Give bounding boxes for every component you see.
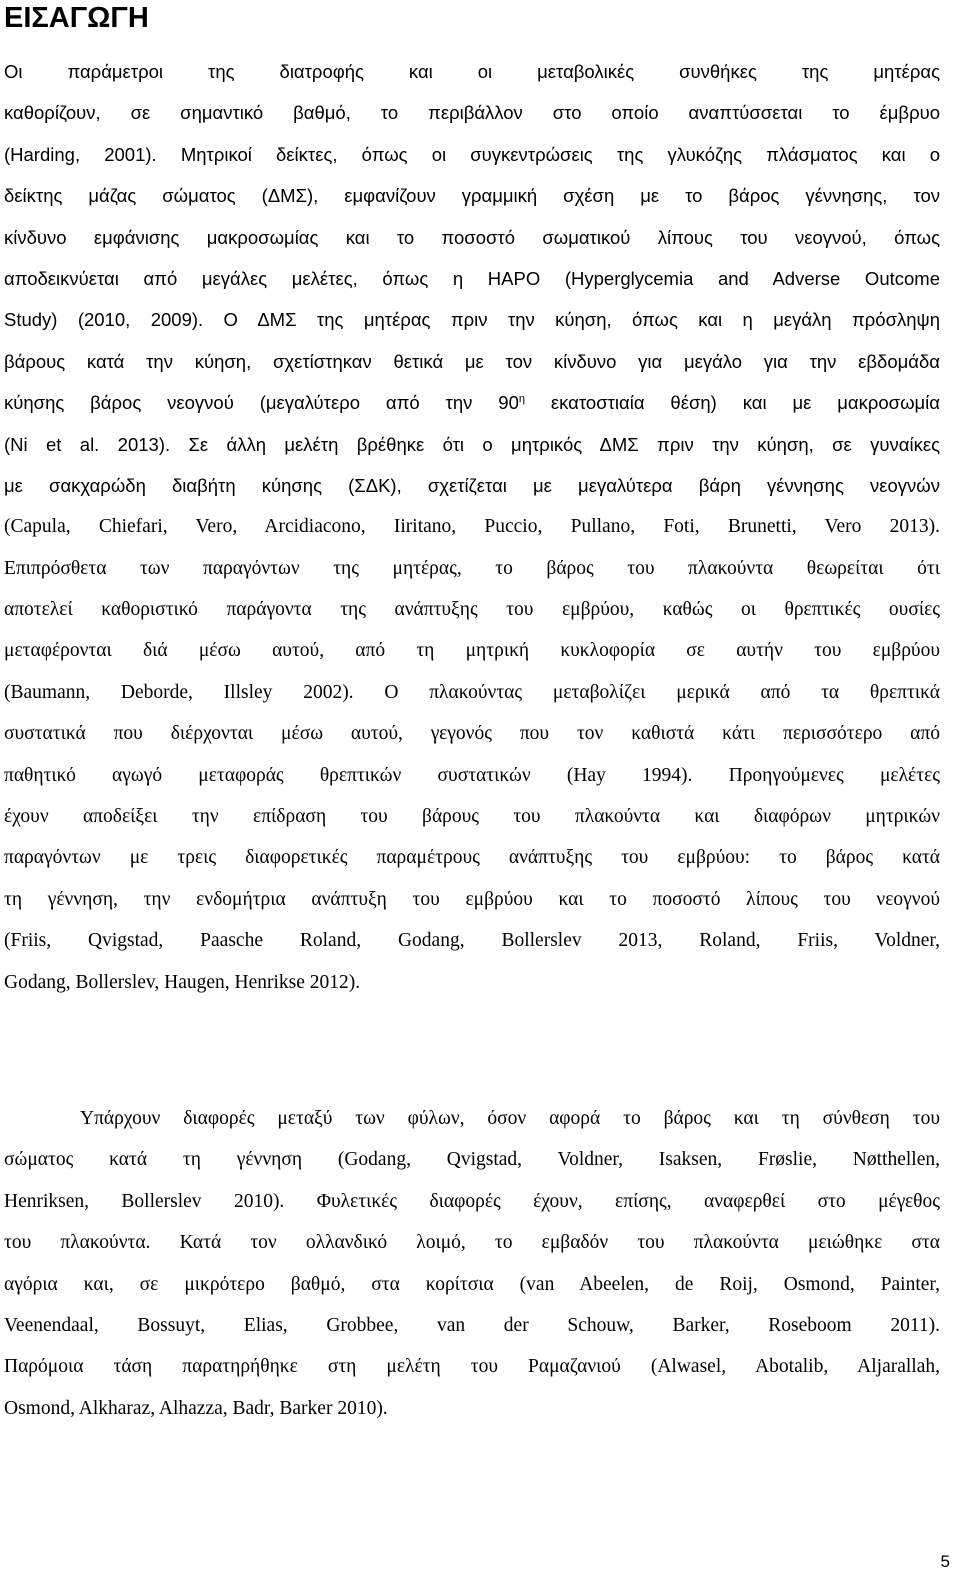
text-line: αγόρια και, σε μικρότερο βαθμό, στα κορίτσια (van Abeelen, de Roij, Osmond, Painter, [4,1273,940,1295]
text-line: δείκτης μάζας σώματος (ΔΜΣ), εμφανίζουν γραμμική σχέση με το βάρος γέννησης, τον [4,185,940,207]
text-line: Παρόμοια τάση παρατηρήθηκε στη μελέτη του Ραμαζανιού (Alwasel, Abotalib, Aljarallah, [4,1356,940,1378]
text-line: του πλακούντα. Κατά τον ολλανδικό λοιμό, το εμβαδόν του πλακούντα μειώθηκε στα [4,1232,940,1254]
text-line: με σακχαρώδη διαβήτη κύησης (ΣΔΚ), σχετίζεται με μεγαλύτερα βάρη γέννησης νεογνών [4,474,940,496]
section-heading: ΕΙΣΑΓΩΓΗ [4,2,149,34]
text-line: έχουν αποδείξει την επίδραση του βάρους του πλακούντα και διαφόρων μητρικών [4,806,940,828]
text-line: Veenendaal, Bossuyt, Elias, Grobbee, van der Schouw, Barker, Roseboom 2011). [4,1314,940,1336]
text-line: κίνδυνο εμφάνισης μακροσωμίας και το ποσοστό σωματικού λίπους του νεογνού, όπως [4,226,940,248]
text-line: μεταφέρονται διά μέσω αυτού, από τη μητρική κυκλοφορία σε αυτήν του εμβρύου [4,640,940,662]
paragraph-2 [4,1098,940,1429]
text-line: Godang, Bollerslev, Haugen, Henrikse 2012). [4,971,361,993]
text-line: αποδεικνύεται από μεγάλες μελέτες, όπως η HAPO (Hyperglycemia and Adverse Outcome [4,267,940,289]
page-number: 5 [940,1552,950,1571]
text-line: καθορίζουν, σε σημαντικό βαθμό, το περιβάλλον στο οποίο αναπτύσσεται το έμβρυο [4,102,940,124]
text-line [4,382,940,423]
text-line: παραγόντων με τρεις διαφορετικές παραμέτρους ανάπτυξης του εμβρύου: το βάρος κατά [4,847,940,869]
paragraph-1 [4,51,940,1003]
text-line: Henriksen, Bollerslev 2010). Φυλετικές διαφορές έχουν, επίσης, αναφερθεί στο μέγεθος [4,1190,940,1212]
text-line: Osmond, Alkharaz, Alhazza, Badr, Barker 2010). [4,1397,388,1419]
text-line: αποτελεί καθοριστικό παράγοντα της ανάπτυξης του εμβρύου, καθώς οι θρεπτικές ουσίες [4,599,940,621]
text-line: συστατικά που διέρχονται μέσω αυτού, γεγονός που τον καθιστά κάτι περισσότερο από [4,723,940,745]
text-line: σώματος κατά τη γέννηση (Godang, Qvigstad, Voldner, Isaksen, Frøslie, Nøtthellen, [4,1149,940,1171]
text-line: (Baumann, Deborde, Illsley 2002). Ο πλακούντας μεταβολίζει μερικά από τα θρεπτικά [4,681,940,703]
text-line: (Harding, 2001). Μητρικοί δείκτες, όπως οι συγκεντρώσεις της γλυκόζης πλάσματος και ο [4,143,940,165]
text-line: (Ni et al. 2013). Σε άλλη μελέτη βρέθηκε ότι ο μητρικός ΔΜΣ πριν την κύηση, σε γυναίκες [4,433,940,455]
text-line: βάρους κατά την κύηση, σχετίστηκαν θετικά με τον κίνδυνο για μεγάλο για την εβδομάδα [4,350,940,372]
text-line: παθητικό αγωγό μεταφοράς θρεπτικών συστατικών (Hay 1994). Προηγούμενες μελέτες [4,764,940,786]
superscript: η [518,392,525,405]
text-line: Υπάρχουν διαφορές μεταξύ των φύλων, όσον αφορά το βάρος και τη σύνθεση του [80,1108,940,1129]
text-line-segment: κύησης βάρος νεογνού (μεγαλύτερο από την 90 [4,392,519,414]
text-line: (Capula, Chiefari, Vero, Arcidiacono, Iiritano, Puccio, Pullano, Foti, Brunetti, Vero 2013). [4,516,940,538]
text-line: Οι παράμετροι της διατροφής και οι μεταβολικές συνθήκες της μητέρας [4,61,940,82]
text-line: Study) (2010, 2009). Ο ΔΜΣ της μητέρας πριν την κύηση, όπως και η μεγάλη πρόσληψη [4,309,940,331]
text-line: (Friis, Qvigstad, Paasche Roland, Godang, Bollerslev 2013, Roland, Friis, Voldner, [4,930,940,952]
text-line: Επιπρόσθετα των παραγόντων της μητέρας, το βάρος του πλακούντα θεωρείται ότι [4,557,940,579]
text-line: τη γέννηση, την ενδομήτρια ανάπτυξη του εμβρύου και το ποσοστό λίπους του νεογνού [4,888,940,910]
text-line-segment: εκατοστιαία θέση) και με μακροσωμία [525,392,940,414]
